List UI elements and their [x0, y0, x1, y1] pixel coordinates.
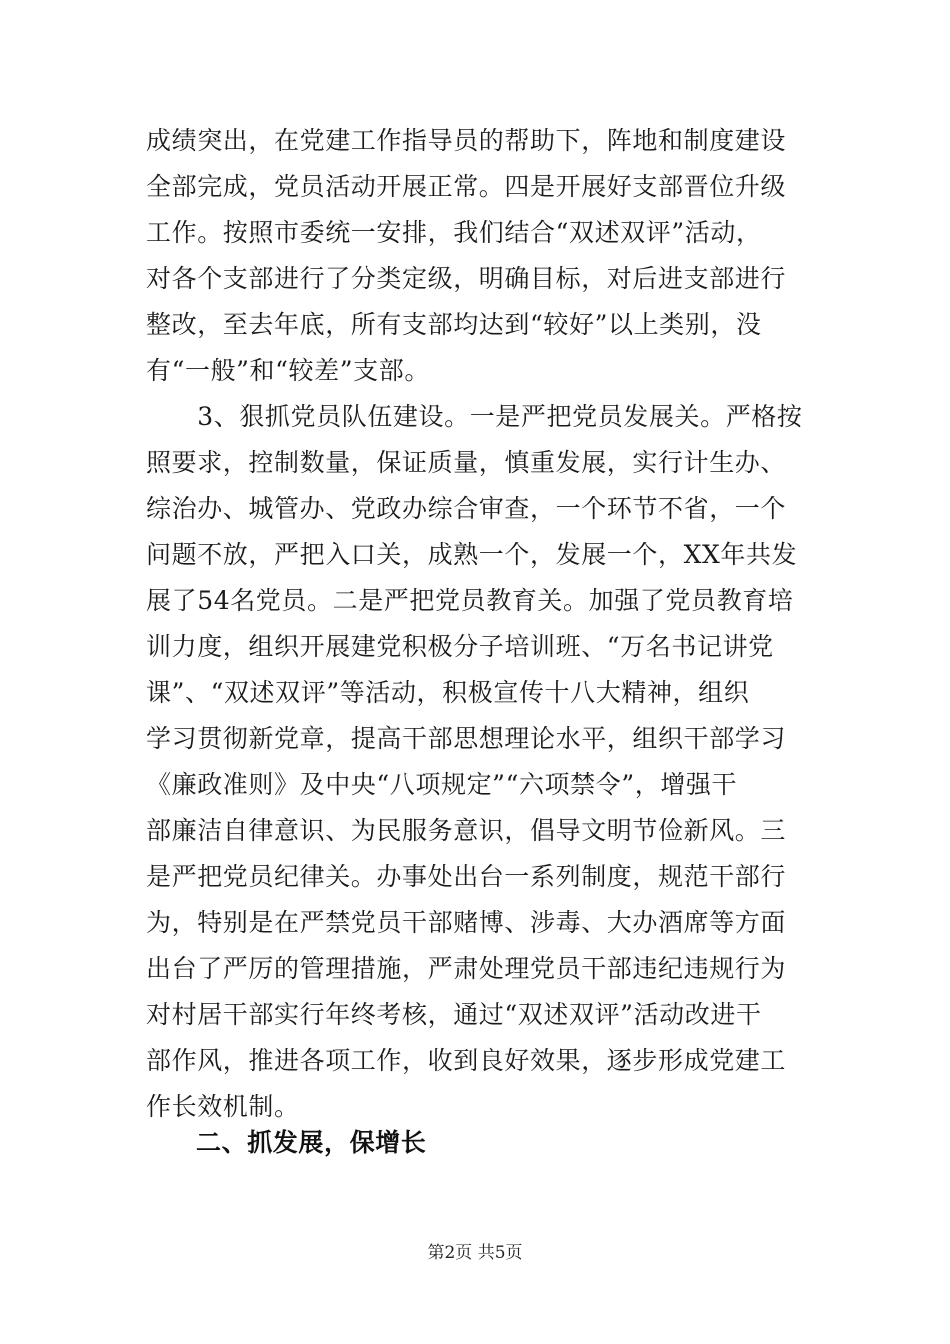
body-line: 问题不放，严把入口关，成熟一个，发展一个，XX年共发	[146, 540, 798, 569]
body-line: 部廉洁自律意识、为民服务意识，倡导文明节俭新风。三	[146, 816, 787, 845]
body-line: 全部完成，党员活动开展正常。四是开展好支部晋位升级	[146, 172, 787, 201]
body-line: 出台了严厉的管理措施，严肃处理党员干部违纪违规行为	[146, 954, 787, 983]
body-line: 部作风，推进各项工作，收到良好效果，逐步形成党建工	[146, 1046, 787, 1075]
section-heading: 二、抓发展，保增长	[196, 1128, 427, 1157]
body-line: 有“一般”和“较差”支部。	[146, 356, 430, 385]
body-line: 作长效机制。	[146, 1092, 300, 1121]
body-line: 对村居干部实行年终考核，通过“双述双评”活动改进干	[146, 1000, 762, 1029]
body-line: 学习贯彻新党章，提高干部思想理论水平，组织干部学习	[146, 724, 787, 753]
body-line: 对各个支部进行了分类定级，明确目标，对后进支部进行	[146, 264, 787, 293]
body-line: 是严把党员纪律关。办事处出台一系列制度，规范干部行	[146, 862, 787, 891]
page-footer: 第2页 共5页	[427, 1243, 523, 1263]
body-line: 成绩突出，在党建工作指导员的帮助下，阵地和制度建设	[146, 126, 787, 155]
body-line: 照要求，控制数量，保证质量，慎重发展，实行计生办、	[146, 448, 787, 477]
body-line: 整改，至去年底，所有支部均达到“较好”以上类别，没	[146, 310, 762, 339]
body-line: 展了54名党员。二是严把党员教育关。加强了党员教育培	[146, 586, 794, 615]
body-line: 为，特别是在严禁党员干部赌博、涉毒、大办酒席等方面	[146, 908, 787, 937]
body-line: 课”、“双述双评”等活动，积极宣传十八大精神，组织	[146, 678, 750, 707]
body-line: 3、狠抓党员队伍建设。一是严把党员发展关。严格按	[146, 402, 803, 431]
body-line: 工作。按照市委统一安排，我们结合“双述双评”活动，	[146, 218, 762, 247]
body-line: 训力度，组织开展建党积极分子培训班、“万名书记讲党	[146, 632, 774, 661]
body-line: 《廉政准则》及中央“八项规定”“六项禁令”，增强干	[146, 770, 738, 799]
body-line: 综治办、城管办、党政办综合审查，一个环节不省，一个	[146, 494, 787, 523]
